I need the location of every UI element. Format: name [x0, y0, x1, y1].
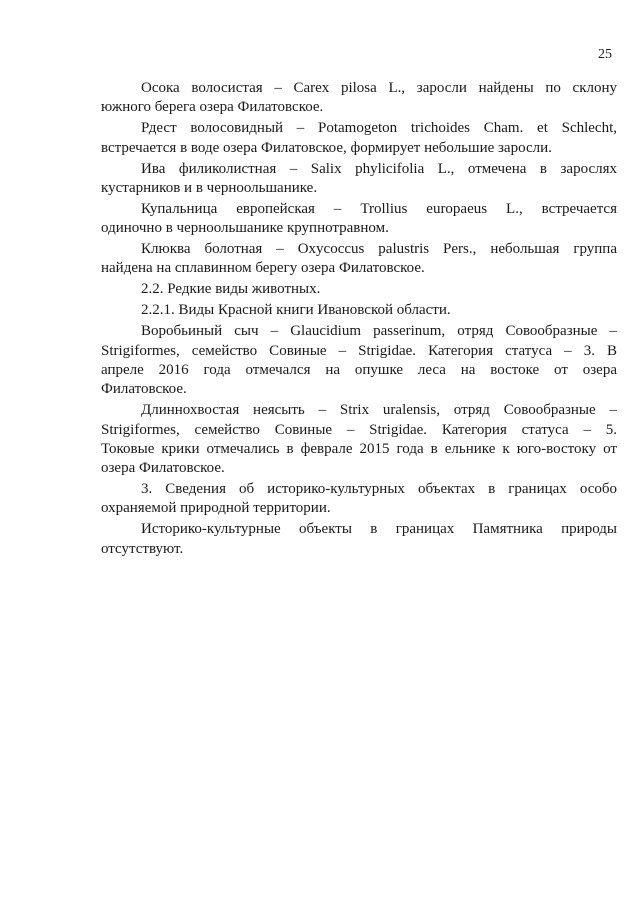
- paragraph-strix: [101, 401, 617, 478]
- paragraph-section-3: [101, 480, 617, 519]
- paragraph-line: Купальница европейская – Trollius europaeus L., встречается: [141, 200, 617, 217]
- paragraph-line: апреле 2016 года отмечался на опушке леса на востоке от озера: [101, 361, 617, 378]
- paragraph-trollius: [101, 200, 617, 239]
- paragraph-line: 2.2. Редкие виды животных.: [141, 281, 321, 298]
- paragraph-salix: [101, 160, 617, 199]
- paragraph-glaucidium: [101, 322, 617, 399]
- paragraph-line: озера Филатовское.: [101, 460, 225, 477]
- paragraph-line: встречается в воде озера Филатовское, формирует небольшие заросли.: [101, 139, 552, 156]
- paragraph-line: Длиннохвостая неясыть – Strix uralensis, отряд Совообразные –: [141, 402, 617, 419]
- paragraph-line: Strigiformes, семейство Совиные – Strigidae. Категория статуса – 3. В: [101, 342, 617, 359]
- paragraph-line: охраняемой природной территории.: [101, 500, 331, 517]
- paragraph-line: одиночно в черноольшанике крупнотравном.: [101, 220, 389, 237]
- paragraph-potamogeton: [101, 119, 617, 158]
- paragraph-line: Филатовское.: [101, 381, 187, 398]
- paragraph-section-2-2: [101, 280, 617, 299]
- paragraph-line: кустарников и в черноольшанике.: [101, 179, 318, 196]
- paragraph-section-2-2-1: [101, 301, 617, 320]
- paragraph-line: отсутствуют.: [101, 540, 184, 557]
- paragraph-oxycoccus: [101, 240, 617, 279]
- page-number: 25: [598, 47, 612, 62]
- paragraph-line: Историко-культурные объекты в границах Памятника природы: [141, 521, 617, 538]
- paragraph-line: Strigiformes, семейство Совиные – Strigidae. Категория статуса – 5.: [101, 421, 617, 438]
- paragraph-line: Воробьиный сыч – Glaucidium passerinum, отряд Совообразные –: [141, 323, 617, 340]
- paragraph-line: Токовые крики отмечались в феврале 2015 года в ельнике к юго-востоку от: [101, 440, 617, 457]
- paragraph-line: Осока волосистая – Carex pilosa L., заросли найдены по склону: [141, 80, 617, 96]
- paragraph-line: Ива филиколистная – Salix phylicifolia L., отмечена в зарослях: [141, 160, 617, 177]
- paragraph-line: найдена на сплавинном берегу озера Филатовское.: [101, 260, 425, 277]
- paragraph-line: 2.2.1. Виды Красной книги Ивановской области.: [141, 302, 451, 319]
- paragraph-line: южного берега озера Филатовское.: [101, 99, 324, 116]
- paragraph-heritage: [101, 520, 617, 559]
- paragraph-line: Клюква болотная – Oxycoccus palustris Pers., небольшая группа: [141, 241, 617, 258]
- paragraph-line: 3. Сведения об историко-культурных объектах в границах особо: [141, 481, 617, 498]
- paragraph-carex: [101, 79, 617, 118]
- paragraph-line: Рдест волосовидный – Potamogeton trichoides Cham. et Schlecht,: [141, 120, 617, 137]
- document-body: [101, 79, 617, 561]
